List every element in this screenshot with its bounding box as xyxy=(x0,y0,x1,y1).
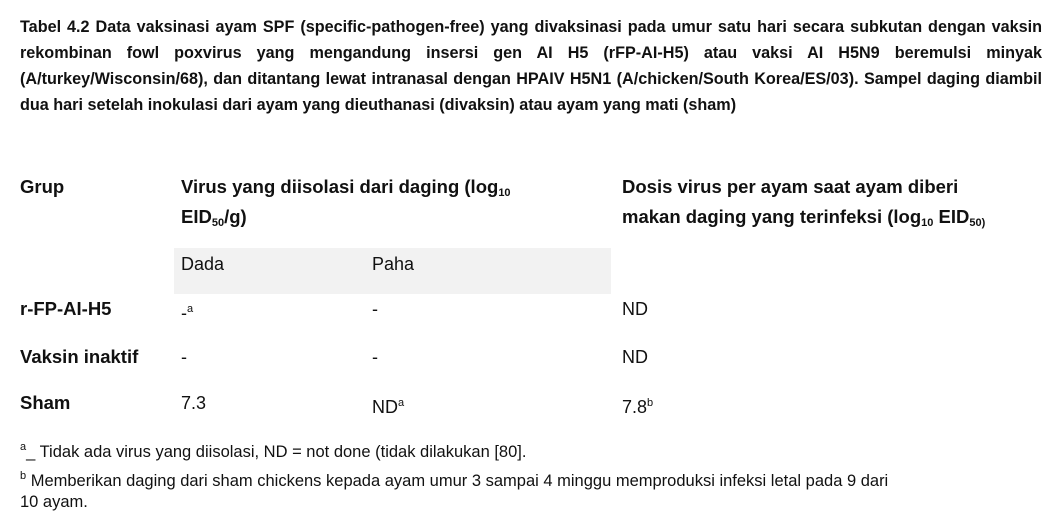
header-dosis-sub2: 50) xyxy=(969,217,986,229)
cell-sham-paha xyxy=(372,391,404,419)
cell-rfp-dada-value: - xyxy=(181,303,187,323)
header-virus-line2 xyxy=(181,202,247,238)
header-virus-text: Virus yang diisolasi dari daging (log xyxy=(181,176,499,197)
row-label-rfp: r-FP-AI-H5 xyxy=(20,298,112,319)
row-label-sham: Sham xyxy=(20,392,71,413)
footnote-b-text: Memberikan daging dari sham chickens kepada ayam umur 3 sampai 4 minggu memproduksi infeksi letal pada 9 dari xyxy=(26,472,889,490)
header-virus-eid: EID xyxy=(181,206,212,227)
header-dosis-line2 xyxy=(622,202,985,238)
header-virus-eid-sub: 50 xyxy=(211,217,225,229)
cell-sham-paha-value: ND xyxy=(372,397,398,417)
cell-rfp-dosis: ND xyxy=(622,299,648,319)
cell-sham-paha-sup: a xyxy=(398,397,405,409)
footnote-a-text: _ Tidak ada virus yang diisolasi, ND = not done (tidak dilakukan [80]. xyxy=(26,443,527,461)
cell-sham-dada: 7.3 xyxy=(181,393,207,413)
footnote-a xyxy=(20,435,526,465)
subheader-paha: Paha xyxy=(372,254,415,274)
row-label-vaksin-inaktif: Vaksin inaktif xyxy=(20,346,139,367)
footnote-b-mark: b xyxy=(20,470,27,482)
header-virus-sub: 10 xyxy=(498,187,511,199)
header-dosis-eid: EID xyxy=(933,206,970,227)
footnote-b-line1 xyxy=(20,464,888,494)
header-dosis-line1: Dosis virus per ayam saat ayam diberi xyxy=(622,176,959,197)
header-dosis-text: makan daging yang terinfeksi (log xyxy=(622,206,922,227)
cell-rfp-dada-sup: a xyxy=(187,303,194,315)
header-dosis-sub1: 10 xyxy=(921,217,934,229)
cell-sham-dosis-value: 7.8 xyxy=(622,397,648,417)
cell-inaktif-dosis: ND xyxy=(622,347,648,367)
cell-sham-dosis-sup: b xyxy=(647,397,654,409)
table-caption: Tabel 4.2 Data vaksinasi ayam SPF (specific-pathogen-free) yang divaksinasi pada umur satu hari secara subkutan dengan vaksin rekombinan fowl poxvirus yang mengandung insersi gen AI H5 (rFP-AI-H5) atau vaksi AI H5N9 beremulsi minyak (A/turkey/Wisconsin/68), dan ditantang lewat intranasal dengan HPAIV H5N1 (A/chicken/South Korea/ES/03). Sampel daging diambil dua hari setelah inokulasi dari ayam yang dieuthanasi (divaksin) atau ayam yang mati (sham) xyxy=(20,18,1042,114)
cell-inaktif-paha: - xyxy=(372,347,378,367)
footnote-b-line2: 10 ayam. xyxy=(20,493,88,511)
cell-rfp-dada xyxy=(181,297,193,325)
cell-inaktif-dada: - xyxy=(181,347,187,367)
subheader-dada: Dada xyxy=(181,254,225,274)
header-virus-unit: /g) xyxy=(224,206,247,227)
header-grup: Grup xyxy=(20,176,65,197)
footnote-a-mark: a xyxy=(20,441,27,453)
cell-rfp-paha: - xyxy=(372,299,378,319)
cell-sham-dosis xyxy=(622,391,653,419)
